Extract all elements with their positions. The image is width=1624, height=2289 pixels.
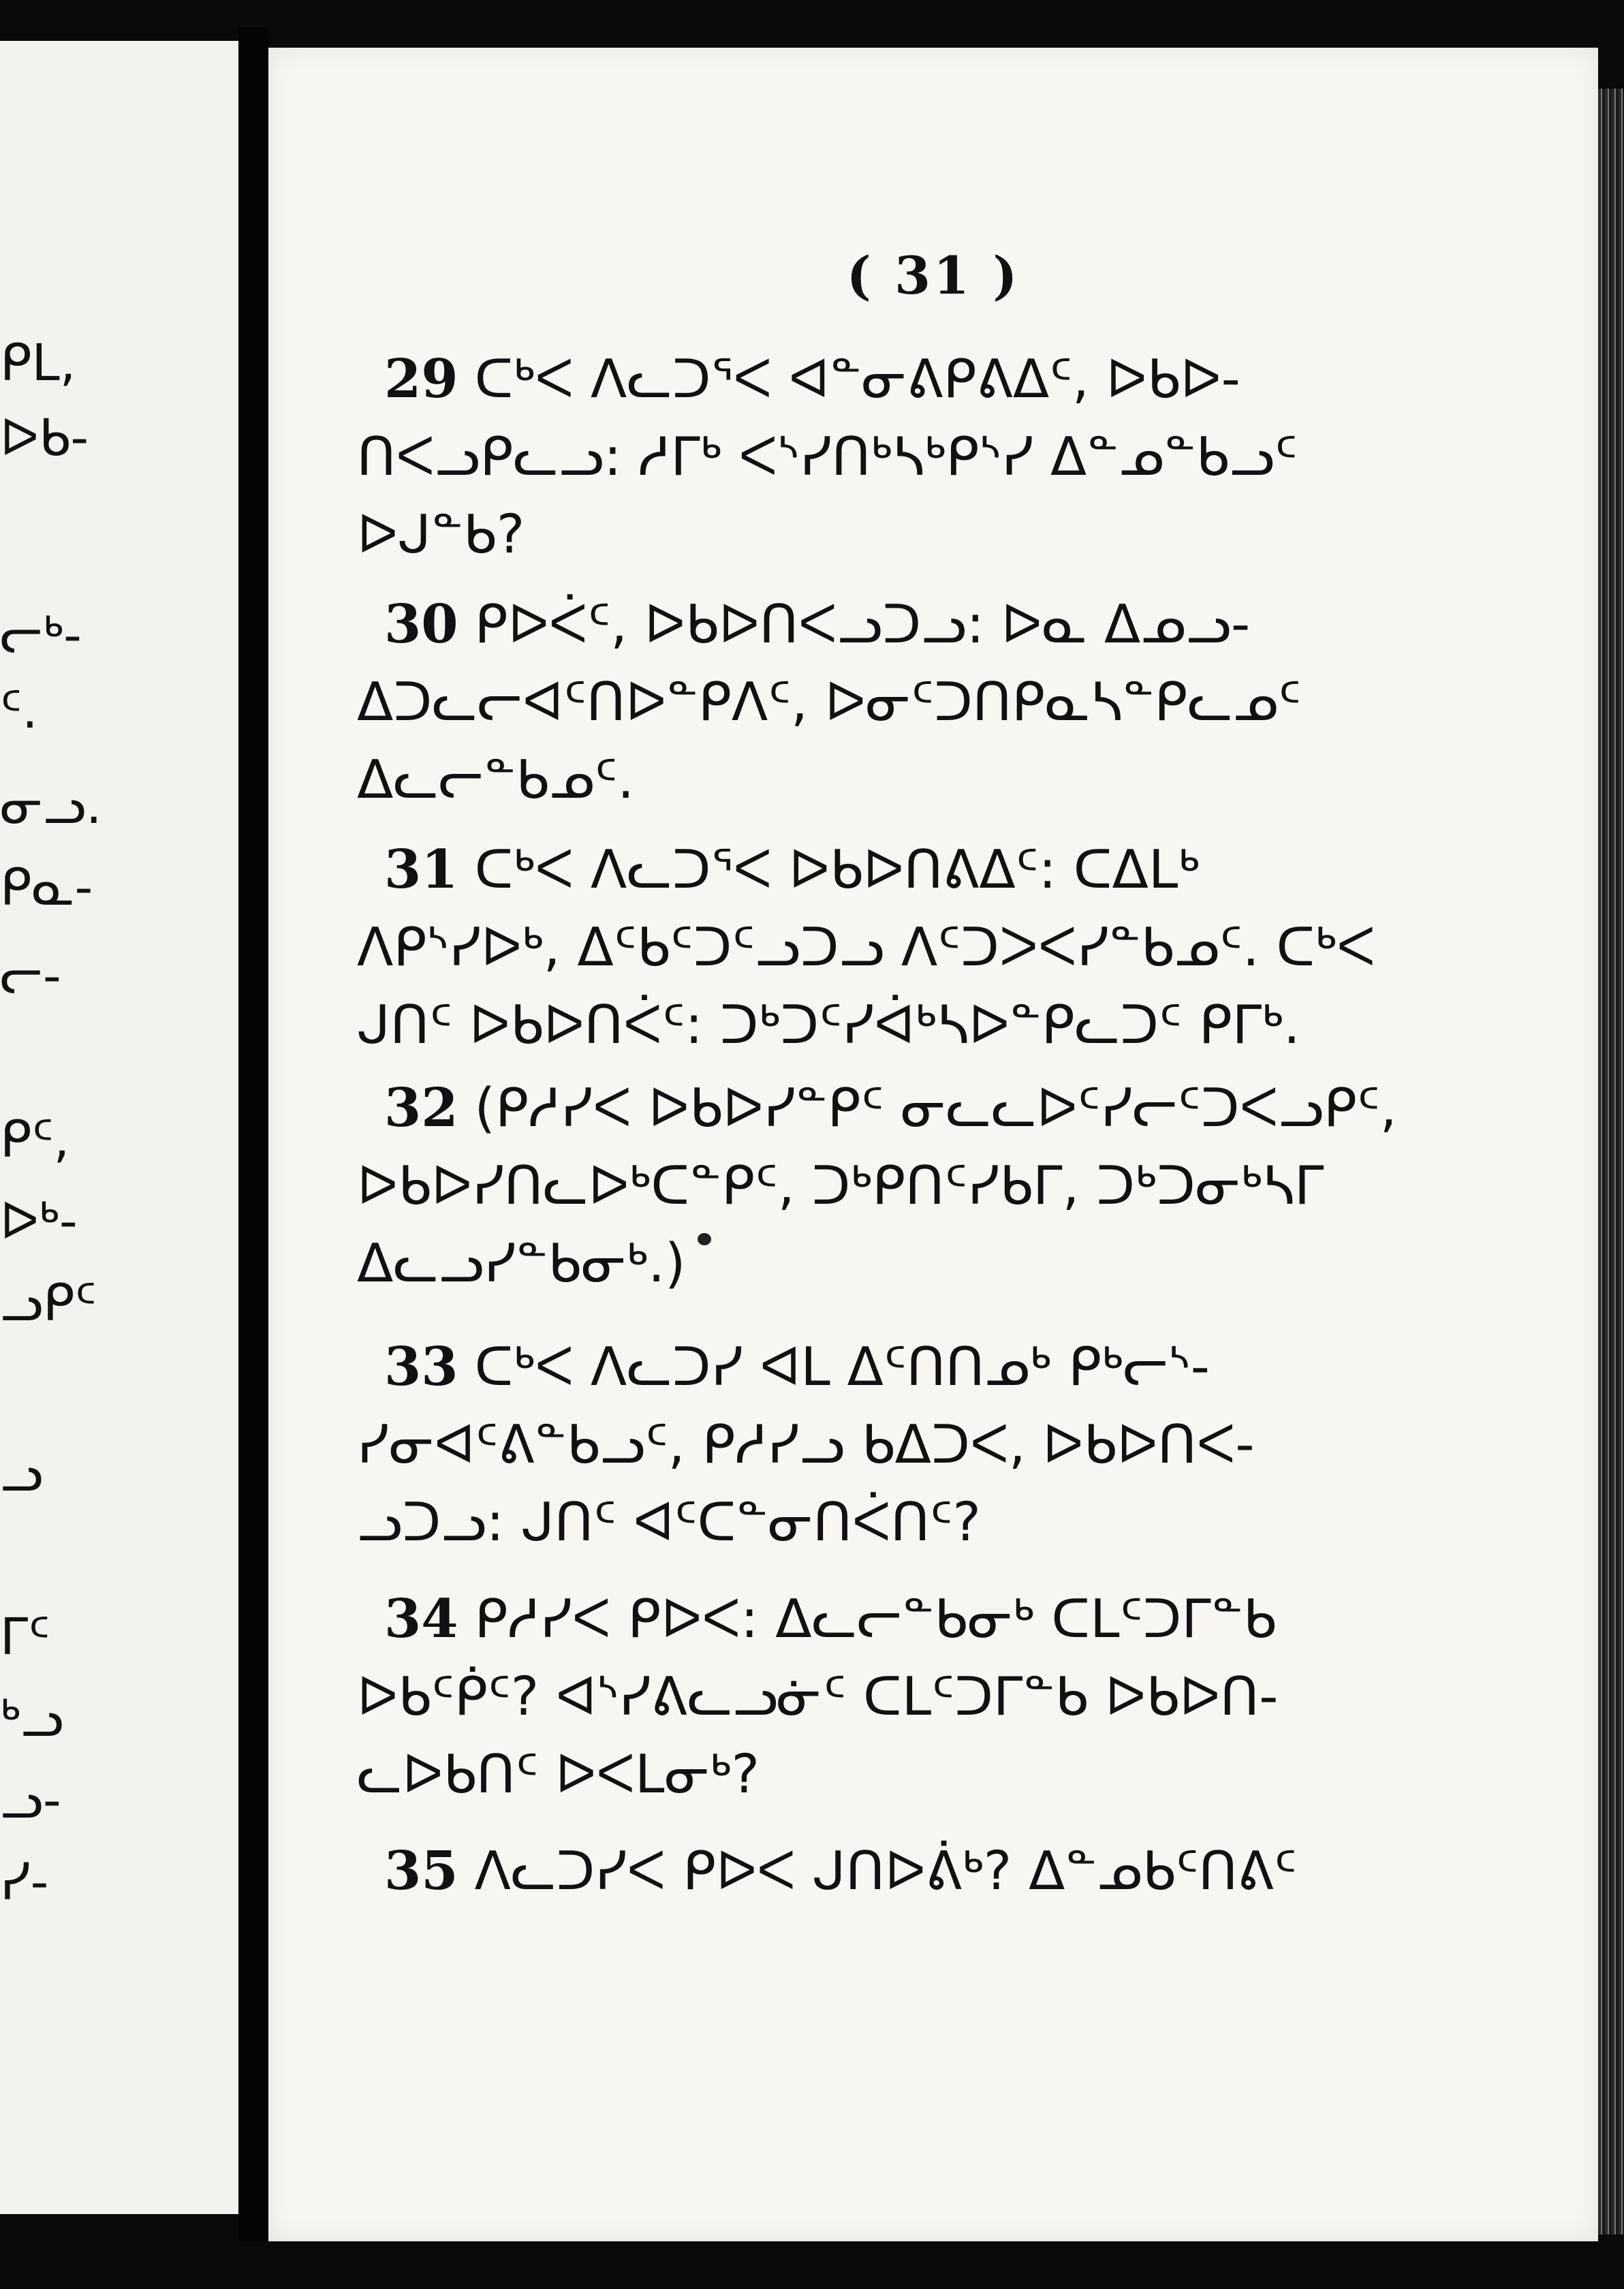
verse-line: 33 ᑕᒃᐸ ᐱᓚᑐᓯ ᐊᒪ ᐃᑦᑎᑎᓄᒃ ᑭᒃᓕᔅ- <box>384 1336 1210 1398</box>
verse-31 <box>357 831 1570 1064</box>
left-page-line: ᓕᒃ- <box>0 606 82 665</box>
verse-line: ᑎᐸᓗᑭᓚᓗ: ᓱᒥᒃ ᐸᔅᓯᑎᒃᓴᒃᑭᔅᓯ ᐃᓐᓄᓐᑲᓗᑦ <box>357 426 1298 488</box>
verse-number: 32 <box>384 1077 458 1139</box>
left-page-line: ᓂᓗ. <box>0 777 102 835</box>
verse-line: ᐃᓚᓕᓐᑲᓄᑦ. <box>357 749 635 811</box>
verse-line: 34 ᑭᓱᓯᐸ ᑭᐅᐸ: ᐃᓚᓕᓐᑲᓂᒃ ᑕᒪᑦᑐᒥᓐᑲ <box>384 1588 1277 1650</box>
left-page-line: ᓗᑭᑦ <box>0 1274 97 1333</box>
left-page-line: ᑦ. <box>0 681 38 740</box>
verse-line: 29 ᑕᒃᐸ ᐱᓚᑐᕐᐸ ᐊᓐᓂᕕᑭᕕᐃᑦ, ᐅᑲᐅ- <box>384 348 1240 410</box>
verse-line: 32 (ᑭᓱᓯᐸ ᐅᑲᐅᓯᓐᑭᑦ ᓂᓚᓚᐅᑦᓯᓕᑦᑐᐸᓗᑭᑦ, <box>384 1077 1397 1139</box>
verse-29 <box>357 341 1570 574</box>
verse-number: 34 <box>384 1588 458 1650</box>
left-page-line: ᓯ- <box>0 1853 49 1912</box>
book-gutter <box>238 27 268 2241</box>
left-page-line: ᑭᒪ, <box>0 334 76 392</box>
verse-number: 30 <box>384 593 458 655</box>
verse-line: 31 ᑕᒃᐸ ᐱᓚᑐᕐᐸ ᐅᑲᐅᑎᕕᐃᑦ: ᑕᐃᒪᒃ <box>384 839 1200 901</box>
verse-line: ᓚᐅᑲᑎᑦ ᐅᐸᒪᓂᒃ? <box>357 1744 760 1805</box>
ink-speck <box>698 1233 711 1245</box>
verse-line: ᐅᑲᑦᑮᑦ? ᐊᔅᓯᕕᓚᓗᓃᑦ ᑕᒪᑦᑐᒥᓐᑲ ᐅᑲᐅᑎ- <box>357 1666 1279 1728</box>
verse-line: ᐱᑭᔅᓯᐅᒃ, ᐃᑦᑲᑦᑐᑦᓗᑐᓗ ᐱᑦᑐᐳᐸᓯᓐᑲᓄᑦ. ᑕᒃᐸ <box>357 917 1375 978</box>
verse-number: 33 <box>384 1336 458 1398</box>
verse-number: 29 <box>384 348 458 410</box>
previous-page-fragment <box>0 41 243 2214</box>
left-page-line: ᒥᑦ <box>0 1608 50 1666</box>
verse-line: ᓗᑐᓗ: ᒍᑎᑦ ᐊᑦᑕᓐᓂᑎᐹᑎᑦ? <box>357 1492 981 1553</box>
left-page-line: ᒃᓗ <box>0 1690 64 1748</box>
verse-35 <box>357 1833 1570 1910</box>
page-edges <box>1598 89 1624 2234</box>
left-page-line: ᐅᑲ- <box>0 409 89 467</box>
verse-line: ᐃᑐᓚᓕᐊᑦᑎᐅᓐᑭᐱᑦ, ᐅᓂᑦᑐᑎᑭᓇᓴᓐᑭᓚᓄᑦ <box>357 672 1301 733</box>
verse-line: ᐅᑲᐅᓯᑎᓚᐅᒃᑕᓐᑭᑦ, ᑐᒃᑭᑎᑦᓯᑲᒥ, ᑐᒃᑐᓂᒃᓴᒥ <box>357 1155 1324 1217</box>
page-number: ( 31 ) <box>846 245 1020 306</box>
verse-33 <box>357 1328 1570 1561</box>
verse-line: 35 ᐱᓚᑐᓯᐸ ᑭᐅᐸ ᒍᑎᐅᕖᒃ? ᐃᓐᓄᑲᑦᑎᕕᑦ <box>384 1840 1297 1902</box>
left-page-line: ᓗ <box>0 1444 44 1503</box>
verse-line: ᐃᓚᓗᓯᓐᑲᓂᒃ.) <box>357 1233 686 1294</box>
verse-line: ᓯᓂᐊᑦᕕᓐᑲᓗᑦ, ᑭᓱᓯᓗ ᑲᐃᑐᐸ, ᐅᑲᐅᑎᐸ- <box>357 1414 1255 1476</box>
left-page-line: ᓕ- <box>0 947 61 1006</box>
left-page-line: ᐅᒃ- <box>0 1192 78 1251</box>
verse-line: ᒍᑎᑦ ᐅᑲᐅᑎᐹᑦ: ᑐᒃᑐᑦᓯᐋᒃᓴᐅᓐᑭᓚᑐᑦ ᑭᒥᒃ. <box>357 995 1300 1056</box>
verse-32 <box>357 1070 1570 1303</box>
left-page-line: ᓗ- <box>0 1771 61 1830</box>
left-page-line: ᑭᓇ- <box>0 858 93 917</box>
verse-30 <box>357 586 1570 819</box>
page-31 <box>268 48 1598 2241</box>
verse-line: 30 ᑭᐅᐹᑦ, ᐅᑲᐅᑎᐸᓗᑐᓗ: ᐅᓇ ᐃᓄᓗ- <box>384 593 1251 655</box>
verse-number: 35 <box>384 1840 458 1902</box>
left-page-line: ᑭᑦ, <box>0 1110 70 1169</box>
verse-number: 31 <box>384 839 458 901</box>
verse-line: ᐅᒍᓐᑲ? <box>357 504 525 565</box>
verse-34 <box>357 1580 1570 1813</box>
